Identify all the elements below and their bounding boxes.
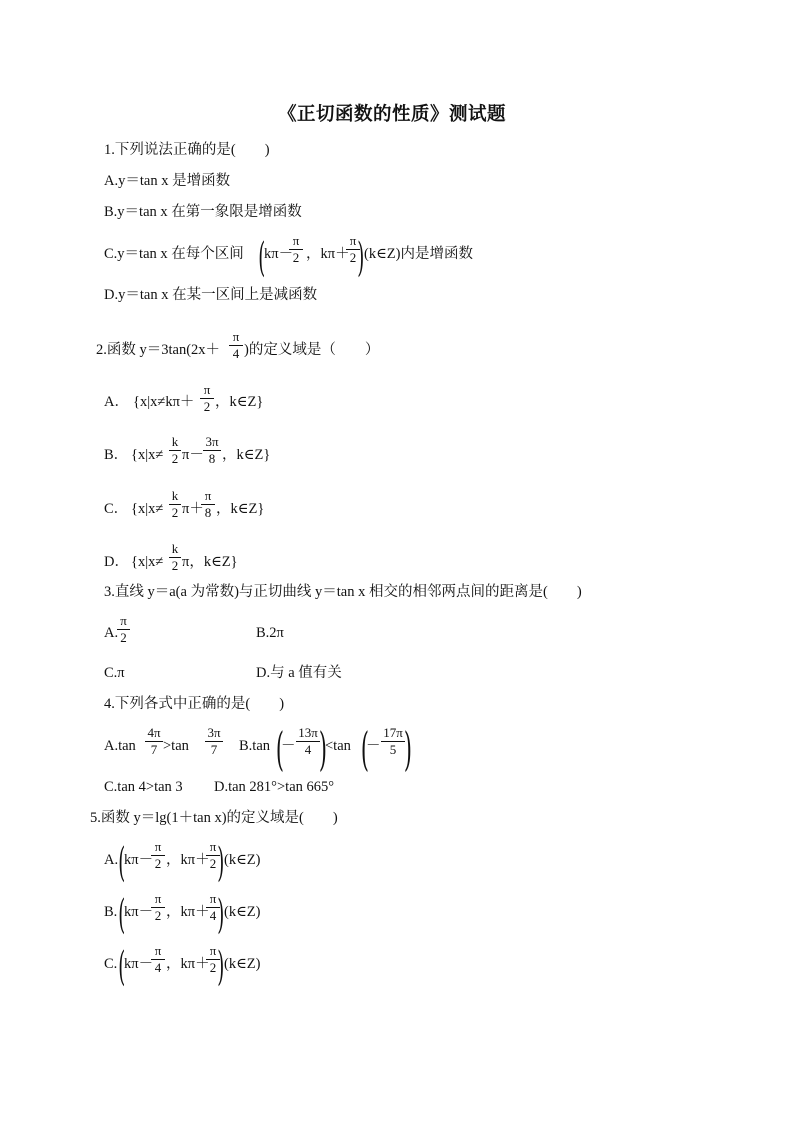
q2-d-frac-den: 2 <box>171 558 179 573</box>
page-title: 《正切函数的性质》测试题 <box>278 105 507 125</box>
q1-option-d <box>104 286 317 304</box>
q1-c-frac-1 <box>289 234 303 265</box>
q5-b-k2: ，kπ＋ <box>166 904 210 920</box>
q5-a-frac-2-den: 2 <box>209 856 217 871</box>
q2-c-frac-2 <box>201 489 215 520</box>
q4-b-frac-2 <box>381 726 405 757</box>
q2-stem-frac-num: π <box>232 329 240 344</box>
q5-a-frac-1-den: 2 <box>154 856 162 871</box>
q4-b-minus-2: － <box>366 738 381 754</box>
q4-b-right-paren-1: ) <box>318 722 328 776</box>
q1-c-left-paren: ( <box>258 235 266 281</box>
q2-b-frac-2-den: 8 <box>208 451 216 466</box>
q4-a-frac-1-num: 4π <box>147 725 161 740</box>
q1-c-frac-2-den: 2 <box>349 250 357 265</box>
q5-b-tail: (k∈Z) <box>224 904 261 920</box>
q2-a-frac <box>200 383 214 414</box>
q3-a-frac <box>117 614 130 645</box>
q5-c-frac-2-num: π <box>209 943 217 958</box>
q2-stem-a: 2.函数 y＝3tan(2x＋ <box>96 342 221 358</box>
q1-option-d-label: D. <box>104 287 119 303</box>
q2-option-d-post: π，k∈Z} <box>182 554 238 570</box>
q2-a-frac-den: 2 <box>203 399 211 414</box>
q4-a-frac-1-den: 7 <box>150 742 158 757</box>
q5-b-frac-2-num: π <box>209 891 217 906</box>
q1-c-tail: (k∈Z)内是增函数 <box>364 246 473 262</box>
q5-a-frac-1-num: π <box>154 839 162 854</box>
q2-b-frac-1-num: k <box>171 434 179 449</box>
q2-b-frac-2-num: 3π <box>205 434 219 449</box>
q1-option-c-lead <box>104 245 244 263</box>
q1-option-c-text: y＝tan x 在每个区间 <box>117 246 244 262</box>
q1-option-a <box>104 172 230 190</box>
q1-c-comma-kpi: ，kπ＋ <box>306 246 350 262</box>
q1-c-frac-2-num: π <box>349 233 357 248</box>
q5-b-frac-2-den: 4 <box>209 908 217 923</box>
q2-c-frac-1-den: 2 <box>171 505 179 520</box>
q2-option-b-pre: {x|x≠ <box>131 447 164 463</box>
q4-b-left-paren-1: ( <box>275 722 285 776</box>
q4-a-frac-2-den: 7 <box>210 742 218 757</box>
q2-option-d-pre: {x|x≠ <box>131 554 164 570</box>
q4-stem: 4.下列各式中正确的是( ) <box>104 696 285 712</box>
q4-a-frac-2 <box>205 726 223 757</box>
q5-c-tail: (k∈Z) <box>224 956 261 972</box>
q5-b-k1: kπ－ <box>124 904 154 920</box>
q1-option-b-label: B. <box>104 204 118 220</box>
q5-c-frac-1 <box>151 944 165 975</box>
q5-a-right-paren: ) <box>217 840 225 886</box>
q1-c-frac-1-num: π <box>292 233 300 248</box>
q1-option-b-text: y＝tan x 在第一象限是增函数 <box>117 204 302 220</box>
q2-option-a-pre: {x|x≠kπ＋ <box>133 394 195 410</box>
q5-stem: 5.函数 y＝lg(1＋tan x)的定义域是( ) <box>90 810 338 826</box>
q2-option-a-label: A． <box>104 394 129 410</box>
q5-b-right-paren: ) <box>217 892 225 938</box>
q4-b-frac-1-den: 4 <box>304 742 312 757</box>
q2-d-frac-num: k <box>171 541 179 556</box>
q2-option-c-label: C． <box>104 501 129 517</box>
q2-option-d-label: D． <box>104 554 129 570</box>
q2-c-frac-1-num: k <box>171 488 179 503</box>
q1-stem: 1.下列说法正确的是( ) <box>104 142 270 158</box>
q3-a-frac-num: π <box>120 613 127 628</box>
q1-c-right-paren: ) <box>357 235 365 281</box>
q2-d-frac <box>169 542 181 573</box>
q5-b-left-paren: ( <box>118 892 126 938</box>
q2-option-c-mid: π＋ <box>182 501 204 517</box>
q5-b-frac-1-num: π <box>154 891 162 906</box>
q1-c-kpi-minus: kπ－ <box>264 246 294 262</box>
q5-c-left-paren: ( <box>118 944 126 990</box>
q1-option-c-label: C. <box>104 246 118 262</box>
q5-a-label: A. <box>104 852 119 868</box>
q4-option-c: C.tan 4>tan 3 <box>104 779 183 795</box>
q1-option-a-text: y＝tan x 是增函数 <box>118 173 231 189</box>
q2-option-b-post: ，k∈Z} <box>222 447 271 463</box>
q5-b-label: B. <box>104 904 118 920</box>
q5-c-k2: ，kπ＋ <box>166 956 210 972</box>
q1-option-b <box>104 203 302 221</box>
q5-a-frac-2-num: π <box>209 839 217 854</box>
q3-option-d: D.与 a 值有关 <box>256 665 342 681</box>
q4-b-left-paren-2: ( <box>360 722 370 776</box>
q3-option-c: C.π <box>104 665 125 681</box>
q5-a-tail: (k∈Z) <box>224 852 261 868</box>
q4-option-d: D.tan 281°>tan 665° <box>214 779 335 795</box>
q2-c-frac-2-num: π <box>204 488 212 503</box>
q4-b-frac-2-num: 17π <box>383 725 403 740</box>
q5-c-right-paren: ) <box>217 944 225 990</box>
q5-a-frac-1 <box>151 840 165 871</box>
q2-c-frac-1 <box>169 489 181 520</box>
q2-option-a-post: ，k∈Z} <box>215 394 264 410</box>
q5-c-frac-1-den: 4 <box>154 960 162 975</box>
q5-b-frac-1 <box>151 892 165 923</box>
q3-a-frac-den: 2 <box>120 630 127 645</box>
q5-c-label: C. <box>104 956 118 972</box>
q5-b-frac-1-den: 2 <box>154 908 162 923</box>
q3-option-a-label: A. <box>104 625 119 641</box>
q2-stem-b: )的定义域是（ ） <box>244 342 380 358</box>
q2-c-frac-2-den: 8 <box>204 505 212 520</box>
q4-a-pre: A.tan <box>104 738 136 754</box>
q4-b-frac-1 <box>296 726 320 757</box>
q1-option-d-text: y＝tan x 在某一区间上是减函数 <box>118 287 318 303</box>
q1-c-frac-1-den: 2 <box>292 250 300 265</box>
q3-stem: 3.直线 y＝a(a 为常数)与正切曲线 y＝tan x 相交的相邻两点间的距离是( ) <box>104 584 582 600</box>
q2-b-frac-1-den: 2 <box>171 451 179 466</box>
q2-b-frac-2 <box>203 435 221 466</box>
q4-b-right-paren-2: ) <box>403 722 413 776</box>
q5-a-k2: ，kπ＋ <box>166 852 210 868</box>
q5-a-left-paren: ( <box>118 840 126 886</box>
q2-option-b-mid: π－ <box>182 447 204 463</box>
q1-option-a-label: A. <box>104 173 119 189</box>
q3-option-b: B.2π <box>256 625 284 641</box>
q4-b-pre: B.tan <box>239 738 271 754</box>
q2-a-frac-num: π <box>203 382 211 397</box>
q5-c-k1: kπ－ <box>124 956 154 972</box>
q2-option-c-post: ，k∈Z} <box>216 501 265 517</box>
q2-option-b-label: B． <box>104 447 129 463</box>
q4-b-mid: <tan <box>325 738 351 754</box>
q4-b-frac-1-num: 13π <box>298 725 318 740</box>
q4-a-frac-2-num: 3π <box>207 725 221 740</box>
q2-option-c-pre: {x|x≠ <box>131 501 164 517</box>
q2-stem-frac-den: 4 <box>232 346 240 361</box>
q4-a-mid: >tan <box>163 738 189 754</box>
q5-c-frac-1-num: π <box>154 943 162 958</box>
q4-a-frac-1 <box>145 726 163 757</box>
q2-b-frac-1 <box>169 435 181 466</box>
q5-a-k1: kπ－ <box>124 852 154 868</box>
q2-stem-frac <box>229 330 243 361</box>
q4-b-minus-1: － <box>281 738 296 754</box>
q4-b-frac-2-den: 5 <box>389 742 397 757</box>
q5-c-frac-2-den: 2 <box>209 960 217 975</box>
